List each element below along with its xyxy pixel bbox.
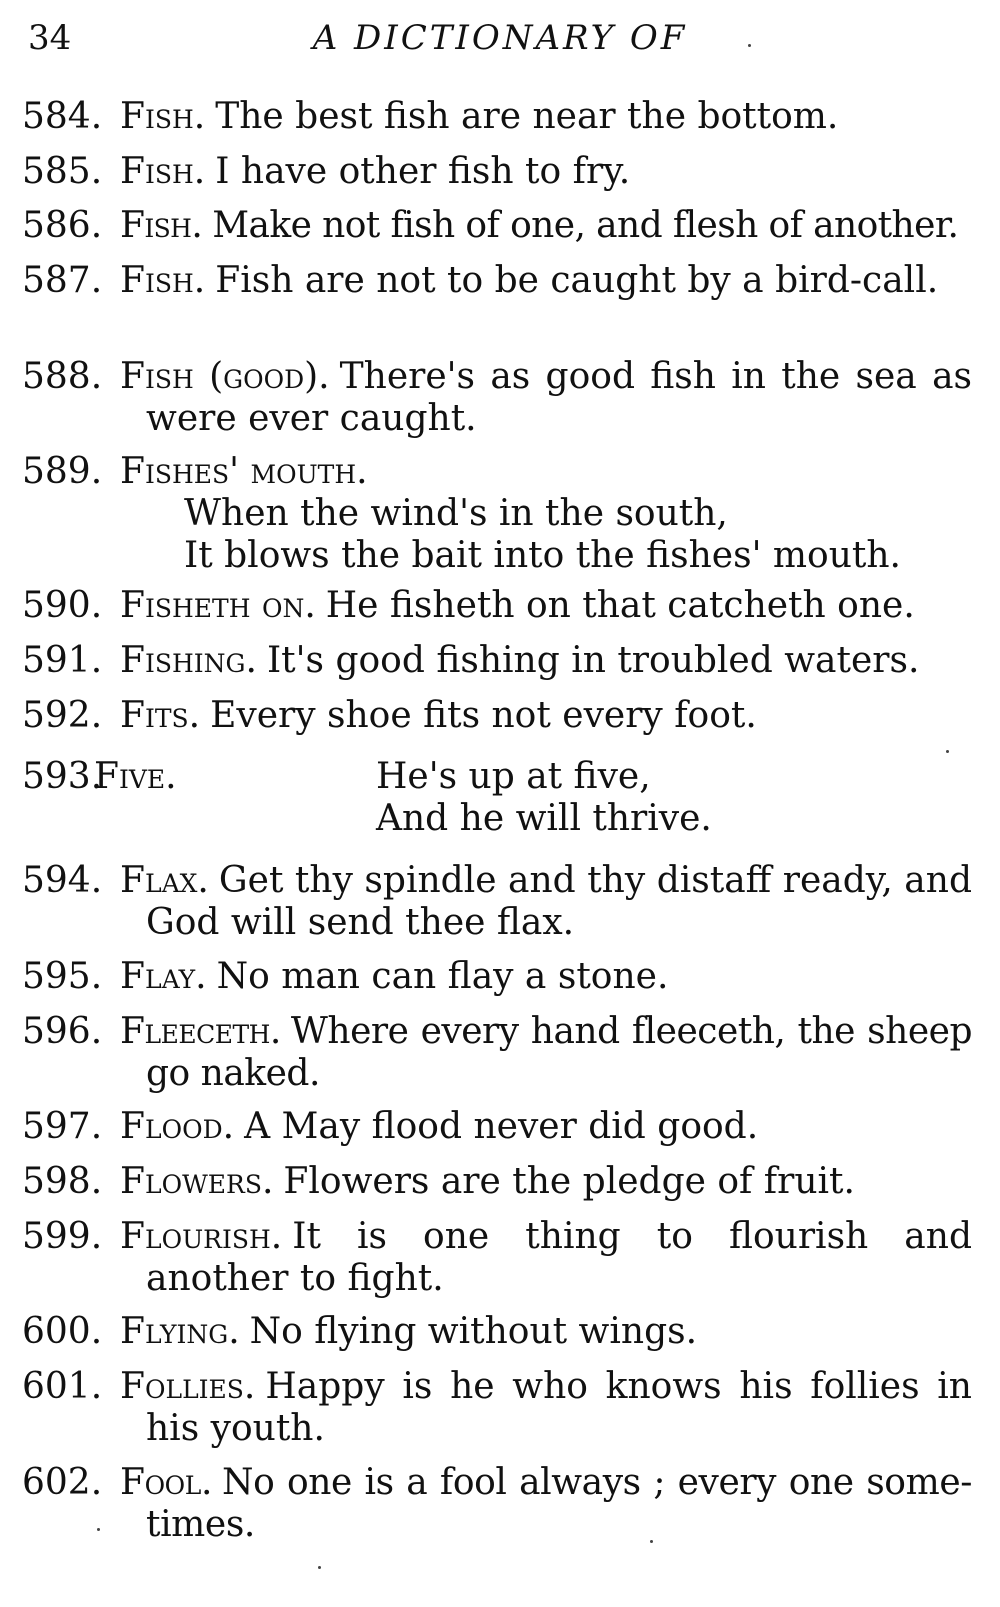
entry-number: 595. — [22, 956, 103, 997]
entry-593 — [22, 756, 972, 840]
entry-headword: Flying. — [120, 1311, 240, 1352]
entry-number: 593. — [22, 756, 103, 797]
entry-headword: Fishing. — [120, 640, 257, 681]
entry-text: Flowers are the pledge of fruit. — [283, 1161, 855, 1202]
entry-602 — [22, 1462, 972, 1546]
entry-text: Where every hand fleeceth, the sheep go naked. — [146, 1011, 972, 1094]
print-speck — [650, 1540, 653, 1543]
entry-number: 602. — [22, 1462, 103, 1503]
entry-number: 586. — [22, 205, 103, 246]
entry-headword: Flowers. — [120, 1161, 274, 1202]
entry-text: No one is a fool always ; every one some-times. — [146, 1462, 972, 1545]
entry-585 — [22, 151, 972, 193]
entry-number: 600. — [22, 1311, 103, 1352]
entry-headword: Fish (good). — [120, 356, 330, 397]
entry-number: 589. — [22, 451, 103, 492]
entry-headword: Follies. — [120, 1366, 256, 1407]
entry-text: Fish are not to be caught by a bird-call. — [215, 260, 939, 301]
entry-596 — [22, 1011, 972, 1095]
entry-number: 588. — [22, 356, 103, 397]
entry-number: 590. — [22, 585, 103, 626]
entry-text: Make not fish of one, and flesh of another. — [212, 205, 959, 246]
entry-headword: Fish. — [120, 96, 206, 137]
entry-591 — [22, 640, 972, 682]
entry-586 — [22, 205, 972, 247]
entry-589 — [22, 451, 972, 577]
entry-601 — [22, 1366, 972, 1450]
verse — [184, 493, 972, 577]
entry-588 — [22, 356, 972, 440]
verse-line: When the wind's in the south, — [184, 493, 728, 534]
entry-text: I have other fish to fry. — [215, 151, 631, 192]
entry-592 — [22, 695, 972, 737]
entry-headword: Five. — [94, 756, 177, 797]
entry-600 — [22, 1311, 972, 1353]
entry-headword: Fleeceth. — [120, 1011, 281, 1052]
entry-headword: Fool. — [120, 1462, 213, 1503]
page-number: 34 — [28, 18, 72, 58]
entry-text: Every shoe fits not every foot. — [210, 695, 757, 736]
entry-598 — [22, 1161, 972, 1203]
entry-584 — [22, 96, 972, 138]
entry-number: 597. — [22, 1106, 103, 1147]
entry-headword: Flourish. — [120, 1216, 283, 1257]
entry-number: 584. — [22, 96, 103, 137]
entry-text: There's as good fish in the sea as were ever caught. — [146, 356, 972, 439]
entry-headword: Flood. — [120, 1106, 235, 1147]
print-speck — [97, 1528, 100, 1531]
entry-597 — [22, 1106, 972, 1148]
entry-number: 592. — [22, 695, 103, 736]
entry-number: 596. — [22, 1011, 103, 1052]
entry-text: It's good fishing in troubled waters. — [266, 640, 920, 681]
entry-headword: Fish. — [120, 260, 206, 301]
entry-text: Get thy spindle and thy distaff ready, and God will send thee flax. — [146, 860, 972, 943]
entry-number: 585. — [22, 151, 103, 192]
entry-number: 599. — [22, 1216, 103, 1257]
entry-text: It is one thing to flourish and another to fight. — [146, 1216, 972, 1299]
entry-590 — [22, 585, 972, 627]
entry-text: No man can flay a stone. — [216, 956, 669, 997]
entry-number: 591. — [22, 640, 103, 681]
entry-headword: Flay. — [120, 956, 207, 997]
page-header — [28, 18, 972, 68]
entry-text: He fisheth on that catcheth one. — [325, 585, 915, 626]
entry-headword: Fisheth on. — [120, 585, 316, 626]
verse-line: It blows the bait into the fishes' mouth. — [184, 535, 901, 576]
entry-number: 587. — [22, 260, 103, 301]
entry-text: The best fish are near the bottom. — [215, 96, 839, 137]
entry-number: 594. — [22, 860, 103, 901]
print-speck — [748, 44, 751, 47]
entry-headword: Flax. — [120, 860, 209, 901]
print-speck — [318, 1566, 321, 1569]
entry-headword: Fits. — [120, 695, 201, 736]
entry-number: 601. — [22, 1366, 103, 1407]
print-speck — [946, 750, 949, 753]
entry-headword: Fishes' mouth. — [120, 451, 368, 492]
entry-594 — [22, 860, 972, 944]
entry-number: 598. — [22, 1161, 103, 1202]
running-title: A DICTIONARY OF — [312, 18, 688, 58]
entry-headword: Fish. — [120, 151, 206, 192]
entry-text: A May flood never did good. — [244, 1106, 759, 1147]
entry-text: Happy is he who knows his follies in his youth. — [146, 1366, 972, 1449]
entry-595 — [22, 956, 972, 998]
entry-599 — [22, 1216, 972, 1300]
entry-text: No flying without wings. — [249, 1311, 698, 1352]
entry-headword: Fish. — [120, 205, 203, 246]
entry-587 — [22, 260, 972, 302]
verse — [376, 756, 712, 840]
verse-line: And he will thrive. — [376, 798, 712, 839]
verse-line: He's up at five, — [376, 756, 651, 797]
